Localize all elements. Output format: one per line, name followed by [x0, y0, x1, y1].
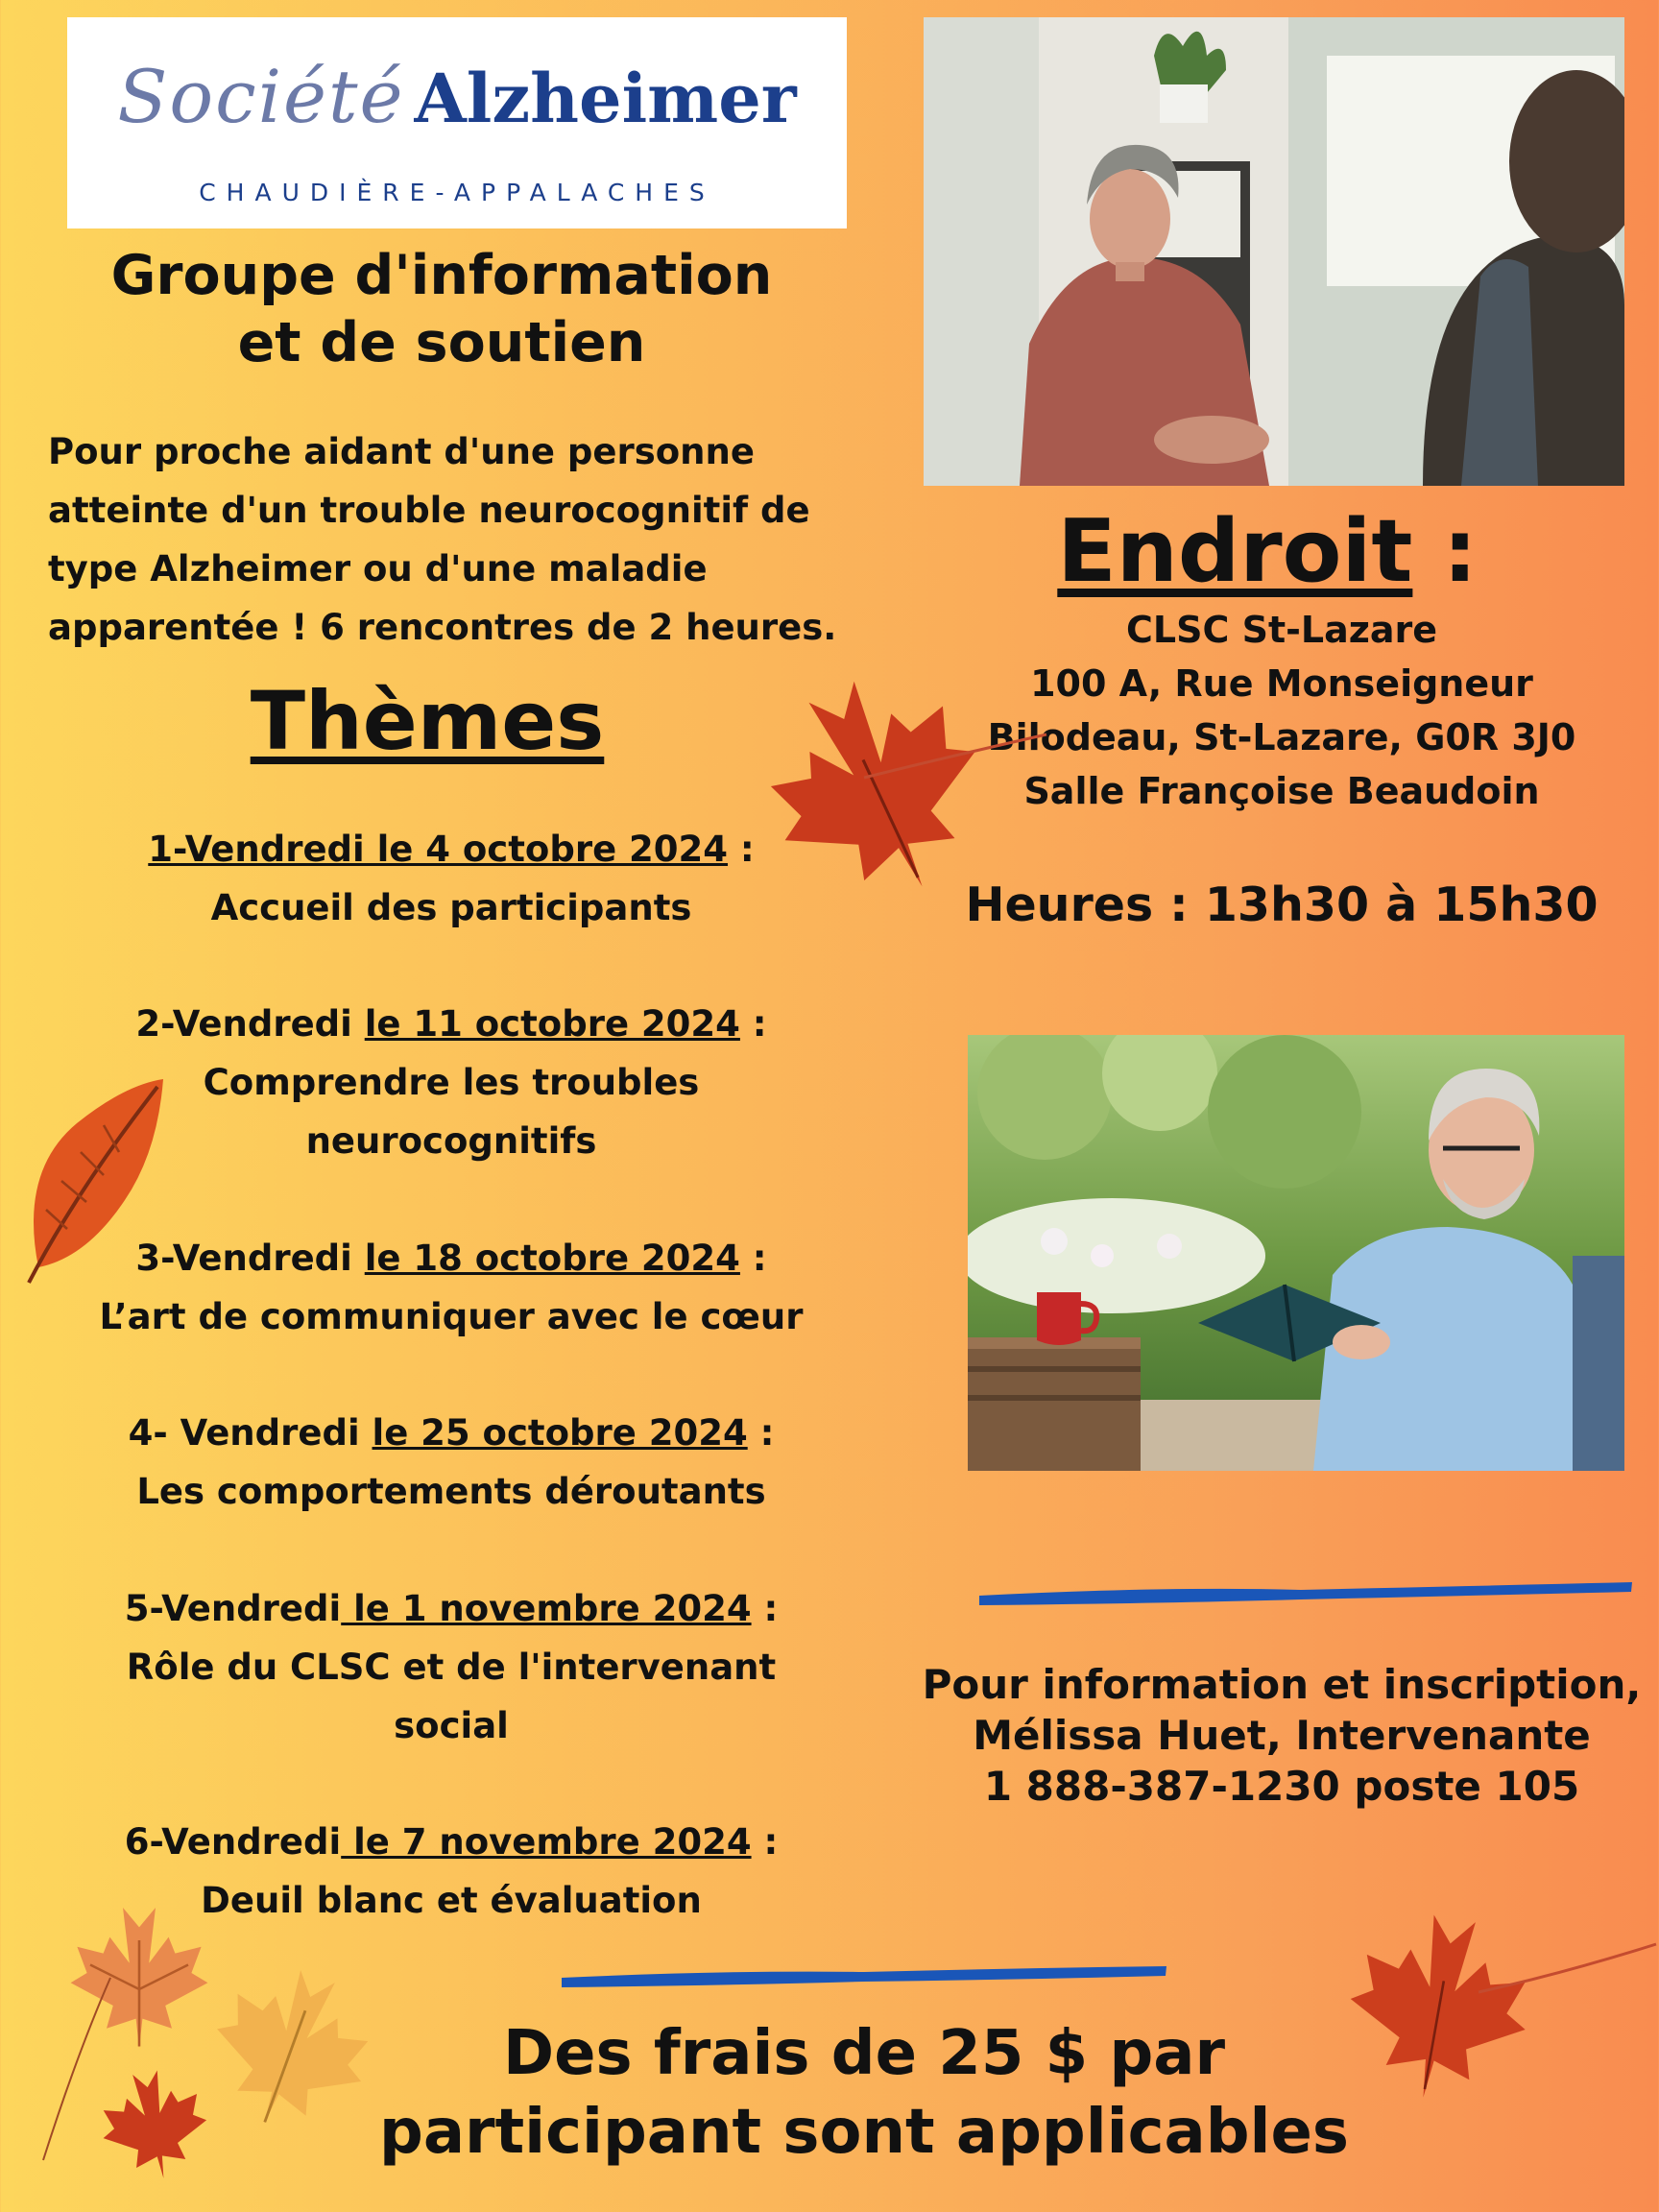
contact-info	[917, 1659, 1647, 1812]
session-topic: Accueil des participants	[210, 887, 692, 928]
twig-line	[864, 730, 1056, 787]
logo	[67, 17, 847, 228]
session-topic: Rôle du CLSC et de l'intervenant	[126, 1647, 777, 1688]
page-title	[38, 242, 845, 376]
session-date: le 18 octobre 2024	[364, 1238, 740, 1279]
session-topic: Comprendre les troubles	[203, 1062, 700, 1103]
themes-title: Thèmes	[250, 674, 605, 768]
twig-line	[38, 1978, 115, 2170]
logo-region: CHAUDIÈRE-APPALACHES	[199, 179, 715, 206]
address-line: CLSC St-Lazare	[1125, 609, 1438, 651]
address-line: Salle Françoise Beaudoin	[1023, 770, 1540, 812]
leaf-icon	[19, 1075, 173, 1286]
fee-notice	[346, 2014, 1382, 2172]
session-3: 3-Vendredi le 18 octobre 2024 : L’art de communiquer avec le cœur	[38, 1229, 864, 1346]
session-topic: L’art de communiquer avec le cœur	[99, 1296, 804, 1337]
logo-brand-italic: Société	[117, 54, 405, 139]
photo-group-discussion	[924, 17, 1624, 486]
address-line: Bilodeau, St-Lazare, G0R 3J0	[987, 716, 1576, 758]
session-topic: social	[394, 1705, 509, 1746]
intro-line: type Alzheimer ou d'une maladie	[48, 548, 708, 589]
session-date: le 1 novembre 2024	[341, 1588, 752, 1629]
contact-line: Mélissa Huet, Intervenante	[973, 1712, 1591, 1759]
intro-line: atteinte d'un trouble neurocognitif de	[48, 490, 810, 531]
session-4: 4- Vendredi le 25 octobre 2024 : Les comportements déroutants	[38, 1404, 864, 1521]
intro-line: Pour proche aidant d'une personne	[48, 431, 755, 472]
session-date: le 7 novembre 2024	[341, 1821, 752, 1863]
session-6: 6-Vendredi le 7 novembre 2024 : Deuil blanc et évaluation	[38, 1813, 864, 1930]
fee-line: Des frais de 25 $ par	[502, 2018, 1226, 2089]
title-line: et de soutien	[237, 311, 646, 374]
intro-text	[48, 422, 893, 657]
session-date: le 11 octobre 2024	[364, 1003, 740, 1045]
intro-line: apparentée ! 6 rencontres de 2 heures.	[48, 607, 837, 648]
session-topic: Les comportements déroutants	[136, 1471, 766, 1512]
address-line: 100 A, Rue Monseigneur	[1030, 662, 1533, 705]
fee-line: participant sont applicables	[379, 2097, 1349, 2168]
photo-man-reading	[968, 1035, 1624, 1471]
session-topic: Deuil blanc et évaluation	[201, 1880, 702, 1921]
title-line: Groupe d'information	[110, 244, 773, 307]
session-topic: neurocognitifs	[305, 1120, 597, 1162]
blue-brush-stroke	[557, 1959, 1171, 1993]
session-2: 2-Vendredi le 11 octobre 2024 : Comprendre les troubles neurocognitifs	[38, 995, 864, 1170]
blue-brush-stroke	[974, 1575, 1637, 1613]
contact-line: Pour information et inscription,	[922, 1661, 1642, 1708]
contact-phone: 1 888-387-1230 poste 105	[983, 1763, 1580, 1810]
twig-line	[1479, 1939, 1659, 1997]
session-date: 1-Vendredi le 4 octobre 2024	[148, 829, 729, 870]
logo-brand-bold: Alzheimer	[414, 59, 797, 138]
hours: Heures : 13h30 à 15h30	[965, 878, 1599, 932]
session-date: le 25 octobre 2024	[372, 1412, 748, 1454]
session-5: 5-Vendredi le 1 novembre 2024 : Rôle du CLSC et de l'intervenant social	[38, 1579, 864, 1755]
location-title: Endroit :	[1057, 501, 1478, 602]
session-1: 1-Vendredi le 4 octobre 2024 : Accueil des participants	[38, 820, 864, 937]
